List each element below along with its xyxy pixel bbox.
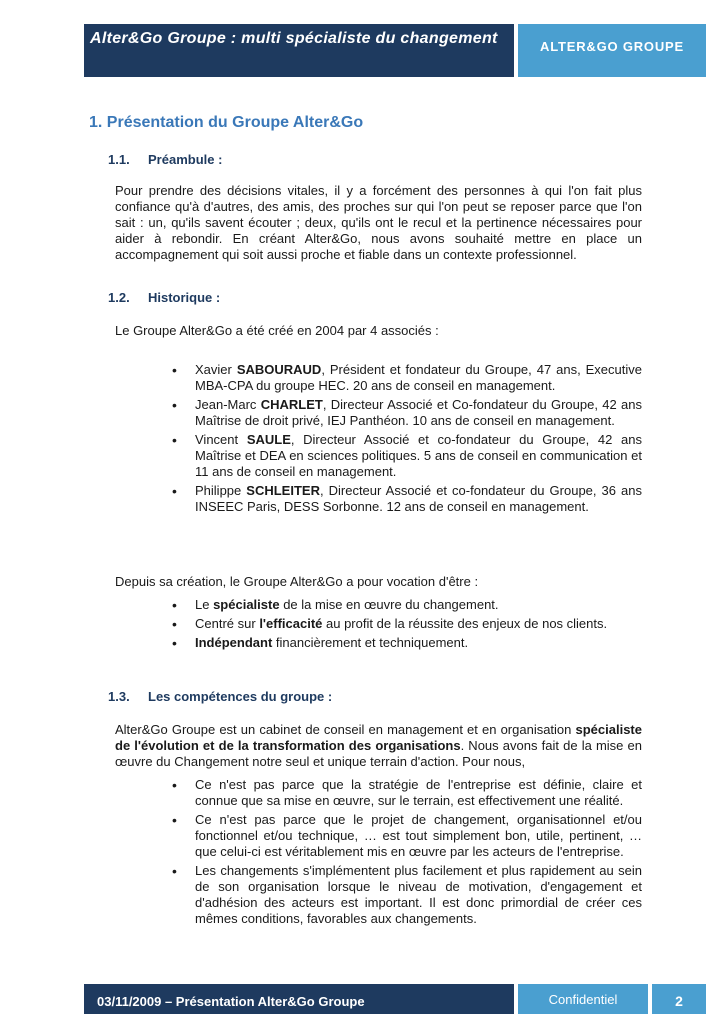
list-item: • Les changements s'implémentent plus facilement et plus rapidement au sein de son organisation lorsque le niveau de motivation, d'engagement et d'adhésion des acteurs est important. Il est donc primordial de créer ces mêmes conditions, favorables aux changements. xyxy=(172,863,642,927)
competences-list xyxy=(172,777,642,930)
founder-name: SAULE xyxy=(246,432,291,447)
list-item: • Jean-Marc CHARLET, Directeur Associé et Co-fondateur du Groupe, 42 ans Maîtrise de droit privé, IEJ Panthéon. 10 ans de conseil en management. xyxy=(172,397,642,429)
founders-list xyxy=(172,362,642,518)
founder-name: CHARLET xyxy=(260,397,323,412)
competences-paragraph: Alter&Go Groupe est un cabinet de conseil en management et en organisation spécialiste de l'évolution et de la transformation des organisations. Nous avons fait de la mise en œuvre du Changement notre seul et unique terrain d'action. Pour nous, xyxy=(115,722,643,769)
historique-intro: Le Groupe Alter&Go a été créé en 2004 par 4 associés : xyxy=(115,323,439,338)
list-item: • Le spécialiste de la mise en œuvre du changement. xyxy=(172,597,642,613)
footer-page-band xyxy=(652,984,706,1014)
subsection-title: Historique : xyxy=(148,290,221,305)
subsection-title: Préambule : xyxy=(148,152,223,167)
subsection-heading-competences xyxy=(108,689,332,704)
header-title-band xyxy=(84,24,514,77)
list-item: • Indépendant financièrement et techniquement. xyxy=(172,635,642,651)
subsection-number: 1.3. xyxy=(108,689,130,704)
footer-confidential-band xyxy=(518,984,648,1014)
header-title: Alter&Go Groupe : multi spécialiste du changement xyxy=(90,30,498,47)
footer-title-band xyxy=(84,984,514,1014)
header-brand-band xyxy=(518,24,706,77)
list-item: • Xavier SABOURAUD, Président et fondateur du Groupe, 47 ans, Executive MBA-CPA du groupe HEC. 20 ans de conseil en management. xyxy=(172,362,642,394)
subsection-heading-preambule xyxy=(108,152,222,167)
subsection-number: 1.2. xyxy=(108,290,130,305)
list-item: • Philippe SCHLEITER, Directeur Associé et co-fondateur du Groupe, 36 ans INSEEC Paris, DESS Sorbonne. 12 ans de conseil en management. xyxy=(172,483,642,515)
page-footer xyxy=(84,984,706,1014)
list-item: • Ce n'est pas parce que le projet de changement, organisationnel et/ou fonctionnel et/ou technique, … est tout simplement bon, utile, pertinent, … que celui-ci est véritablement mis en œuvre par les acteurs de l'entreprise. xyxy=(172,812,642,860)
footer-confidential: Confidentiel xyxy=(548,992,618,1007)
section-heading: 1. Présentation du Groupe Alter&Go xyxy=(89,114,364,131)
vocation-list xyxy=(172,597,642,654)
page-number: 2 xyxy=(675,993,683,1009)
founder-name: SABOURAUD xyxy=(236,362,322,377)
founder-name: SCHLEITER xyxy=(246,483,320,498)
subsection-title: Les compétences du groupe : xyxy=(148,689,333,704)
list-item: • Centré sur l'efficacité au profit de la réussite des enjeux de nos clients. xyxy=(172,616,642,632)
vocation-intro: Depuis sa création, le Groupe Alter&Go a pour vocation d'être : xyxy=(115,574,479,589)
subsection-number: 1.1. xyxy=(108,152,130,167)
header-brand: ALTER&GO GROUPE xyxy=(540,39,684,54)
page-header xyxy=(84,24,706,77)
list-item: • Ce n'est pas parce que la stratégie de l'entreprise est définie, claire et connue que sa mise en œuvre, sur le terrain, est effectivement une réalité. xyxy=(172,777,642,809)
footer-date-title: 03/11/2009 – Présentation Alter&Go Groupe xyxy=(97,994,365,1009)
subsection-heading-historique xyxy=(108,290,220,305)
list-item: • Vincent SAULE, Directeur Associé et co-fondateur du Groupe, 42 ans Maîtrise et DEA en sciences politiques. 5 ans de conseil en communication et 11 ans de conseil en management. xyxy=(172,432,642,480)
preambule-paragraph: Pour prendre des décisions vitales, il y a forcément des personnes à qui l'on fait plus confiance qu'à d'autres, des amis, des proches sur qui l'on peut se reposer parce que l'on sait : un, qu'ils savent écouter ; deux, qu'ils ont le recul et la pertinence nécessaires pour aider à rebondir. En créant Alter&Go, nous avons souhaité mettre en place un accompagnement qui soit aussi proche et fiable dans un contexte professionnel. xyxy=(115,183,642,262)
